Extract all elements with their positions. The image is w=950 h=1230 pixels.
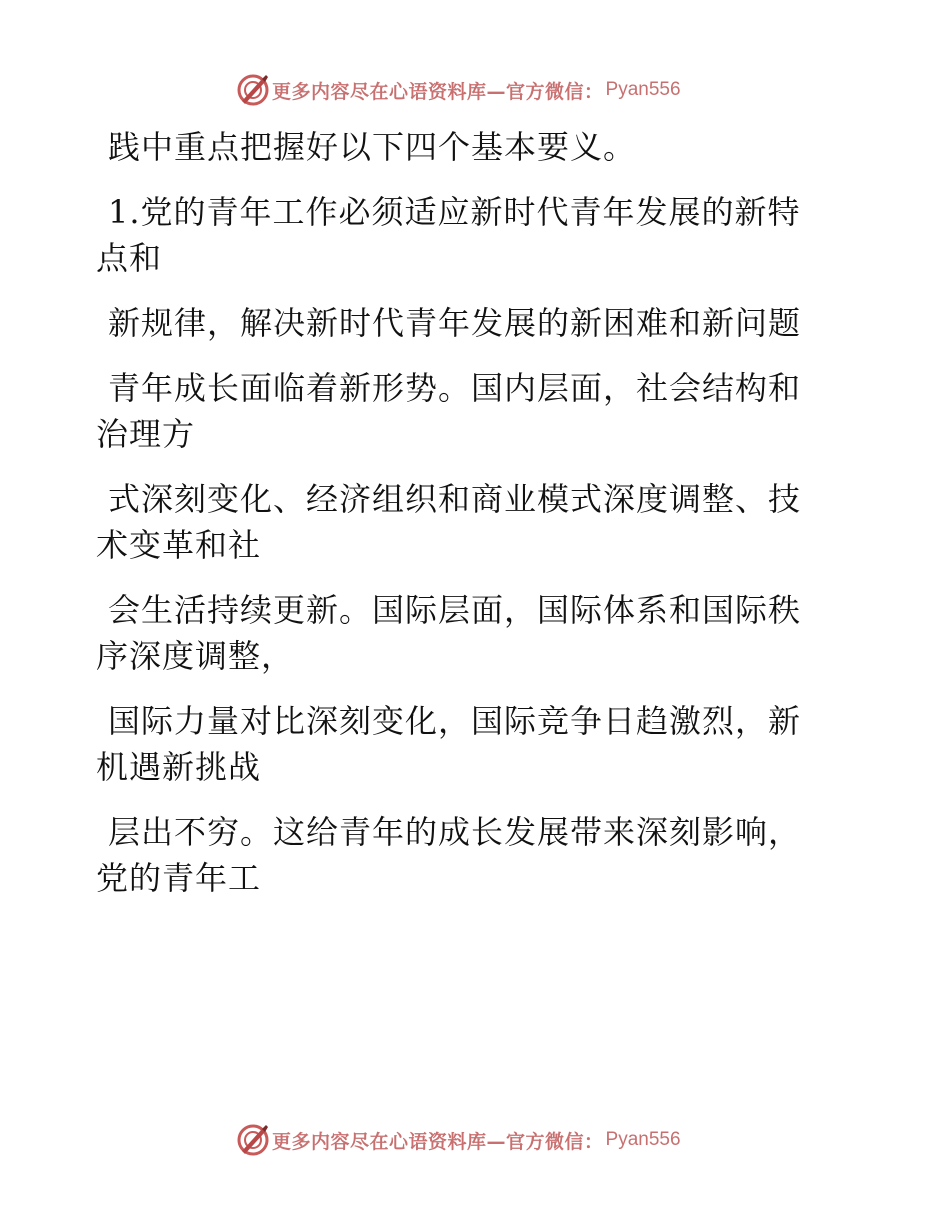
pen-logo-icon <box>236 73 270 107</box>
body-line: 机遇新挑战 <box>96 748 262 786</box>
body-line: 序深度调整， <box>96 637 295 675</box>
header-banner-wechat-id: Pyan556 <box>605 79 681 100</box>
body-line: 治理方 <box>96 415 196 453</box>
header-banner <box>236 72 681 108</box>
body-line: 践中重点把握好以下四个基本要义。 <box>108 128 637 166</box>
body-line: 新规律，解决新时代青年发展的新困难和新问题 <box>108 304 802 342</box>
footer-banner-wechat-id: Pyan556 <box>605 1129 681 1150</box>
body-line: 1.党的青年工作必须适应新时代青年发展的新特 <box>108 193 801 231</box>
pen-logo-icon <box>236 1123 270 1157</box>
body-line: 点和 <box>96 239 163 277</box>
footer-banner <box>236 1122 681 1158</box>
body-line: 术变革和社 <box>96 526 262 564</box>
body-line: 会生活持续更新。国际层面，国际体系和国际秩 <box>108 591 802 629</box>
body-line: 国际力量对比深刻变化，国际竞争日趋激烈，新 <box>108 702 802 740</box>
body-line: 式深刻变化、经济组织和商业模式深度调整、技 <box>108 480 802 518</box>
footer-banner-text: 更多内容尽在心语资料库—官方微信： <box>272 1130 604 1153</box>
header-banner-text: 更多内容尽在心语资料库—官方微信： <box>272 80 604 103</box>
body-line: 层出不穷。这给青年的成长发展带来深刻影响， <box>108 813 802 851</box>
body-line: 青年成长面临着新形势。国内层面，社会结构和 <box>108 369 802 407</box>
body-line: 党的青年工 <box>96 859 262 897</box>
document-body <box>96 124 836 901</box>
